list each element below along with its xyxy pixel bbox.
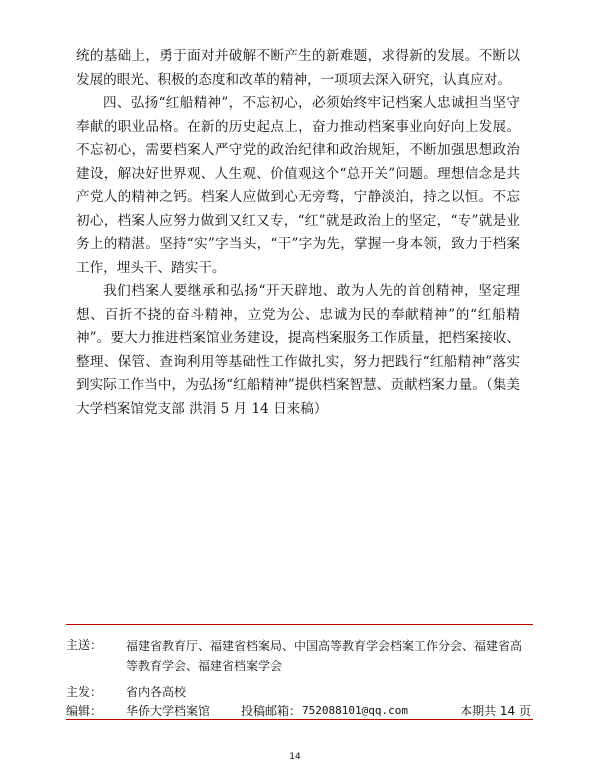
footer-top-rule (66, 624, 533, 625)
article-body (76, 45, 520, 421)
paragraph-1: 统的基础上，勇于面对并破解不断产生的新难题，求得新的发展。不断以发展的眼光、积极的态度和改革的精神，一项项去深入研究，认真应对。 (76, 48, 520, 88)
editor-label: 编辑： (66, 704, 103, 718)
recipients-label: 主送： (66, 638, 103, 652)
cc-value: 省内各高校 (126, 685, 187, 699)
cc-label: 主发： (66, 685, 103, 699)
paragraph-2: 四、弘扬“红船精神”，不忘初心，必须始终牢记档案人忠诚担当坚守奉献的职业品格。在新的历史起点上，奋力推动档案事业向好向上发展。不忘初心，需要档案人严守党的政治纪律和政治规矩，不断加强思想政治建设，解决好世界观、人生观、价值观这个“总开关”问题。理想信念是共产党人的精神之钙。档案人应做到心无旁骛，宁静淡泊，持之以恒。不忘初心，档案人应努力做到又红又专，“红”就是政治上的坚定，“专”就是业务上的精湛。坚持“实”字当头，“干”字为先，掌握一身本领，致力于档案工作，埋头干、踏实干。 (76, 95, 520, 276)
recipients-value: 福建省教育厅、福建省档案局、中国高等教育学会档案工作分会、福建省高等教育学会、福建省档案学会 (126, 639, 523, 673)
editor-value: 华侨大学档案馆 (126, 704, 211, 718)
page-number: 14 (289, 752, 301, 762)
footer-bottom-rule (66, 719, 533, 720)
paragraph-3: 我们档案人要继承和弘扬“开天辟地、敢为人先的首创精神，坚定理想、百折不挠的奋斗精神，立党为公、忠诚为民的奉献精神”的“红船精神”。要大力推进档案馆业务建设，提高档案服务工作质量，把档案接收、整理、保管、查询利用等基础性工作做扎实，努力把践行“红船精神”落实到实际工作当中，为弘扬“红船精神”提供档案智慧、贡献档案力量。（集美大学档案馆党支部 洪涓 5 月 14 日来稿） (76, 283, 520, 417)
email-label: 投稿邮箱： (241, 704, 302, 718)
email-value: 752088101@qq.com (302, 704, 408, 717)
issue-pages: 本期共 14 页 (460, 704, 531, 718)
